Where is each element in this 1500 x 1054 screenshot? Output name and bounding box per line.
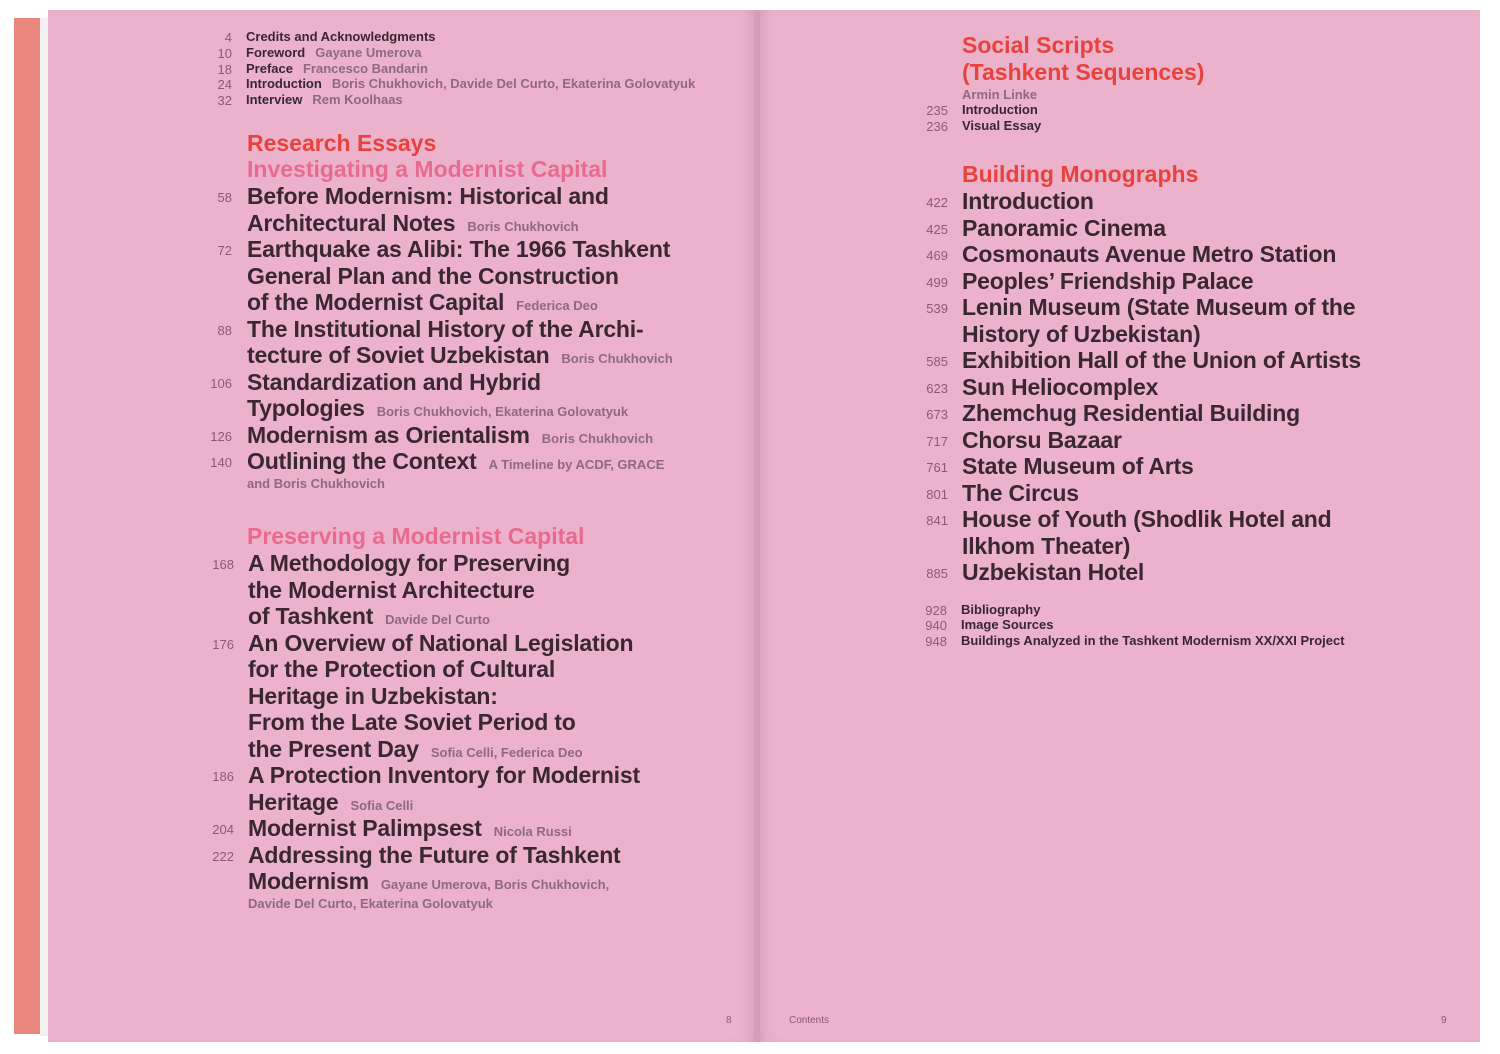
- front-matter-item: [246, 29, 436, 44]
- entry-title-line: [247, 236, 670, 263]
- entry-title-line: [247, 289, 670, 316]
- entry-title-text: Chorsu Bazaar: [962, 426, 1122, 453]
- front-matter-author: Boris Chukhovich, Davide Del Curto, Ekaterina Golovatyuk: [331, 76, 696, 91]
- entry-page-number: 499: [926, 274, 948, 290]
- entry-title-text: Before Modernism: Historical and: [247, 183, 609, 209]
- section-heading-tashkent-sequences: (Tashkent Sequences): [962, 59, 1205, 85]
- entry-title-line: [962, 559, 1144, 586]
- toc-entry: [247, 183, 609, 236]
- entry-author: Boris Chukhovich, Ekaterina Golovatyuk: [376, 404, 629, 419]
- entry-title-text: Lenin Museum (State Museum of the: [962, 294, 1356, 320]
- entry-page-number: 539: [926, 301, 948, 316]
- entry-title-line: [248, 736, 633, 763]
- entry-title-line: [247, 342, 673, 369]
- back-matter-title: Image Sources: [961, 617, 1054, 632]
- front-matter-author: Gayane Umerova: [315, 45, 422, 60]
- entry-title-line: [962, 188, 1094, 215]
- toc-entry: [248, 842, 621, 913]
- entry-title-line: [248, 842, 621, 869]
- toc-entry: [962, 559, 1144, 586]
- entry-author: Gayane Umerova, Boris Chukhovich,: [380, 877, 610, 892]
- entry-title-text: The Circus: [962, 479, 1079, 506]
- entry-title-text: Modernism as Orientalism: [247, 421, 530, 448]
- entry-page-number: 58: [217, 190, 232, 205]
- entry-title-line: [248, 656, 633, 683]
- toc-entry: [962, 480, 1079, 507]
- toc-entry: [962, 215, 1166, 242]
- toc-entry: [962, 506, 1332, 559]
- social-scripts-page-number: 235: [926, 103, 948, 118]
- entry-title-line: [248, 603, 570, 630]
- entry-title-text: From the Late Soviet Period to: [248, 709, 576, 735]
- entry-title-line: [962, 533, 1332, 560]
- entry-title-line: [962, 215, 1166, 242]
- entry-page-number: 422: [926, 195, 948, 210]
- entry-title-line: [247, 210, 609, 237]
- front-matter-author: Rem Koolhaas: [312, 92, 403, 107]
- toc-entry: [247, 422, 653, 449]
- entry-title-line: [247, 263, 670, 290]
- entry-page-number: 469: [926, 248, 948, 263]
- toc-entry: [247, 369, 628, 422]
- front-matter-page-number: 4: [224, 30, 232, 45]
- back-matter-title: Buildings Analyzed in the Tashkent Modernism XX/XXI Project: [961, 633, 1345, 648]
- entry-page-number: 140: [210, 455, 232, 470]
- entry-author: Nicola Russi: [493, 824, 572, 839]
- entry-page-number: 801: [926, 486, 948, 502]
- entry-author: Sofia Celli: [350, 797, 414, 813]
- entry-page-number: 168: [212, 557, 234, 572]
- entry-title-text: Peoples’ Friendship Palace: [962, 267, 1254, 294]
- social-scripts-page-number: 236: [926, 119, 948, 134]
- entry-title-text: Exhibition Hall of the Union of Artists: [962, 347, 1361, 373]
- toc-entry: [248, 762, 640, 815]
- toc-entry: [248, 630, 633, 763]
- entry-page-number: 885: [926, 566, 948, 581]
- entry-title-line: [962, 506, 1332, 533]
- back-matter-page-number: 928: [925, 603, 947, 618]
- social-scripts-author: Armin Linke: [962, 87, 1038, 102]
- entry-author: Davide Del Curto: [385, 612, 490, 627]
- entry-title-line: [962, 347, 1361, 374]
- toc-entry: [962, 294, 1355, 347]
- toc-entry: [962, 374, 1158, 401]
- entry-title-line: [962, 321, 1355, 348]
- entry-page-number: 204: [212, 822, 234, 837]
- entry-title-text: A Protection Inventory for Modernist: [248, 762, 640, 788]
- section-heading-building-monographs: Building Monographs: [962, 161, 1199, 187]
- entry-title-text: Panoramic Cinema: [962, 214, 1166, 241]
- entry-title-text: for the Protection of Cultural: [248, 656, 556, 682]
- entry-title-text: Cosmonauts Avenue Metro Station: [962, 241, 1337, 267]
- entry-title-line: [962, 374, 1158, 401]
- toc-entry: [962, 427, 1122, 454]
- entry-title-line: [248, 683, 633, 710]
- back-matter-page-number: 948: [925, 634, 947, 649]
- entry-title-text: Ilkhom Theater): [962, 532, 1131, 559]
- entry-title-text: tecture of Soviet Uzbekistan: [247, 342, 550, 368]
- back-matter-page-number: 940: [925, 618, 947, 633]
- back-matter-title: Bibliography: [961, 602, 1041, 617]
- entry-author-continued: Davide Del Curto, Ekaterina Golovatyuk: [248, 895, 493, 911]
- entry-title-line: [247, 395, 628, 422]
- entry-title-text: Outlining the Context: [247, 448, 477, 474]
- entry-title-line: [248, 550, 570, 577]
- front-matter-page-number: 24: [217, 77, 232, 92]
- subsection-preserving: Preserving a Modernist Capital: [247, 523, 585, 549]
- front-matter-item: [246, 76, 695, 91]
- entry-page-number: 673: [926, 407, 948, 422]
- entry-title-line: [248, 762, 640, 789]
- entry-page-number: 623: [926, 380, 948, 396]
- entry-title-line: [962, 294, 1355, 321]
- entry-title-line: [962, 480, 1079, 507]
- book-gutter: [754, 10, 760, 1042]
- entry-title-text: the Modernist Architecture: [248, 576, 535, 603]
- subsection-investigating: Investigating a Modernist Capital: [247, 156, 608, 182]
- entry-page-number: 88: [217, 322, 232, 338]
- entry-title-text: General Plan and the Construction: [247, 262, 619, 289]
- front-matter-page-number: 10: [217, 46, 232, 61]
- entry-title-text: House of Youth (Shodlik Hotel and: [962, 506, 1332, 532]
- front-matter-title: Credits and Acknowledgments: [246, 29, 436, 44]
- entry-author-continued: and Boris Chukhovich: [247, 475, 385, 491]
- entry-title-line: [247, 316, 673, 343]
- toc-entry: [248, 815, 572, 842]
- entry-title-text: Uzbekistan Hotel: [962, 559, 1145, 585]
- front-matter-page-number: 32: [217, 93, 232, 108]
- entry-title-text: Modernist Palimpsest: [248, 815, 482, 841]
- toc-entry: [247, 236, 670, 316]
- entry-title-line: [247, 422, 653, 449]
- toc-entry: [248, 550, 570, 630]
- section-heading-social-scripts: Social Scripts: [962, 32, 1115, 58]
- front-matter-title: Foreword: [246, 45, 306, 60]
- entry-title-line: [962, 453, 1194, 480]
- entry-author: A Timeline by ACDF, GRACE: [488, 457, 665, 472]
- section-heading-research-essays: Research Essays: [247, 130, 437, 156]
- entry-title-line: [248, 630, 633, 657]
- toc-entry: [247, 316, 673, 369]
- entry-page-number: 126: [210, 428, 232, 444]
- entry-title-text: Architectural Notes: [247, 209, 456, 236]
- front-matter-author: Francesco Bandarin: [302, 61, 428, 76]
- entry-title-line: [962, 427, 1122, 454]
- entry-title-text: State Museum of Arts: [962, 453, 1194, 479]
- entry-author: Federica Deo: [516, 298, 598, 313]
- entry-title-text: Zhemchug Residential Building: [962, 400, 1300, 426]
- entry-title-text: History of Uzbekistan): [962, 320, 1201, 347]
- entry-title-line: [962, 241, 1336, 268]
- entry-title-text: of the Modernist Capital: [247, 289, 505, 315]
- entry-title-text: Heritage in Uzbekistan:: [248, 682, 498, 709]
- entry-page-number: 106: [210, 375, 232, 391]
- entry-title-text: Heritage: [248, 788, 339, 815]
- entry-author: Boris Chukhovich: [467, 218, 579, 234]
- entry-title-line: [247, 369, 628, 396]
- entry-title-line: [248, 789, 640, 816]
- entry-page-number: 841: [926, 513, 948, 528]
- front-matter-item: [246, 92, 403, 107]
- entry-title-line: [248, 868, 621, 895]
- entry-title-text: Earthquake as Alibi: The 1966 Tashkent: [247, 236, 671, 262]
- entry-page-number: 717: [926, 433, 948, 449]
- toc-entry: [962, 268, 1253, 295]
- front-matter-title: Introduction: [246, 76, 322, 91]
- toc-entry: [962, 241, 1336, 268]
- entry-author: Boris Chukhovich: [561, 351, 673, 366]
- entry-title-text: A Methodology for Preserving: [248, 550, 570, 576]
- toc-entry: [962, 400, 1300, 427]
- entry-title-text: Sun Heliocomplex: [962, 373, 1159, 400]
- entry-title-line: [248, 815, 572, 842]
- front-matter-title: Interview: [246, 92, 303, 107]
- entry-title-line: [248, 577, 570, 604]
- front-matter-page-number: 18: [217, 62, 232, 77]
- entry-title-line: [962, 268, 1253, 295]
- entry-title-text: The Institutional History of the Archi-: [247, 315, 644, 342]
- toc-entry: [962, 453, 1194, 480]
- entry-page-number: 176: [212, 636, 234, 652]
- social-scripts-item-title: Visual Essay: [962, 118, 1042, 133]
- social-scripts-item-title: Introduction: [962, 102, 1038, 117]
- entry-title-line: [247, 183, 609, 210]
- toc-entry: [247, 448, 664, 493]
- entry-title-line: [247, 448, 664, 475]
- entry-title-text: Addressing the Future of Tashkent: [248, 841, 621, 868]
- entry-title-text: An Overview of National Legislation: [248, 629, 634, 656]
- left-folio: 8: [726, 1015, 732, 1026]
- entry-title-text: Typologies: [247, 395, 365, 421]
- entry-page-number: 425: [926, 221, 948, 237]
- entry-title-text: the Present Day: [248, 735, 419, 762]
- entry-title-text: Standardization and Hybrid: [247, 368, 541, 395]
- toc-entry: [962, 188, 1094, 215]
- entry-title-text: of Tashkent: [248, 603, 374, 629]
- toc-entry: [962, 347, 1361, 374]
- entry-page-number: 72: [217, 243, 232, 258]
- entry-page-number: 222: [212, 848, 234, 864]
- entry-author: Boris Chukhovich: [541, 430, 654, 446]
- entry-page-number: 186: [212, 769, 234, 784]
- front-matter-item: [246, 45, 421, 60]
- entry-author: Sofia Celli, Federica Deo: [430, 744, 583, 760]
- entry-page-number: 585: [926, 354, 948, 369]
- front-matter-title: Preface: [246, 61, 293, 76]
- entry-title-text: Introduction: [962, 188, 1094, 214]
- front-matter-item: [246, 61, 428, 76]
- entry-title-text: Modernism: [248, 868, 369, 894]
- right-footer-label: Contents: [789, 1015, 830, 1026]
- right-folio: 9: [1441, 1015, 1447, 1026]
- entry-title-line: [962, 400, 1300, 427]
- entry-title-line: [248, 709, 633, 736]
- entry-page-number: 761: [926, 460, 948, 475]
